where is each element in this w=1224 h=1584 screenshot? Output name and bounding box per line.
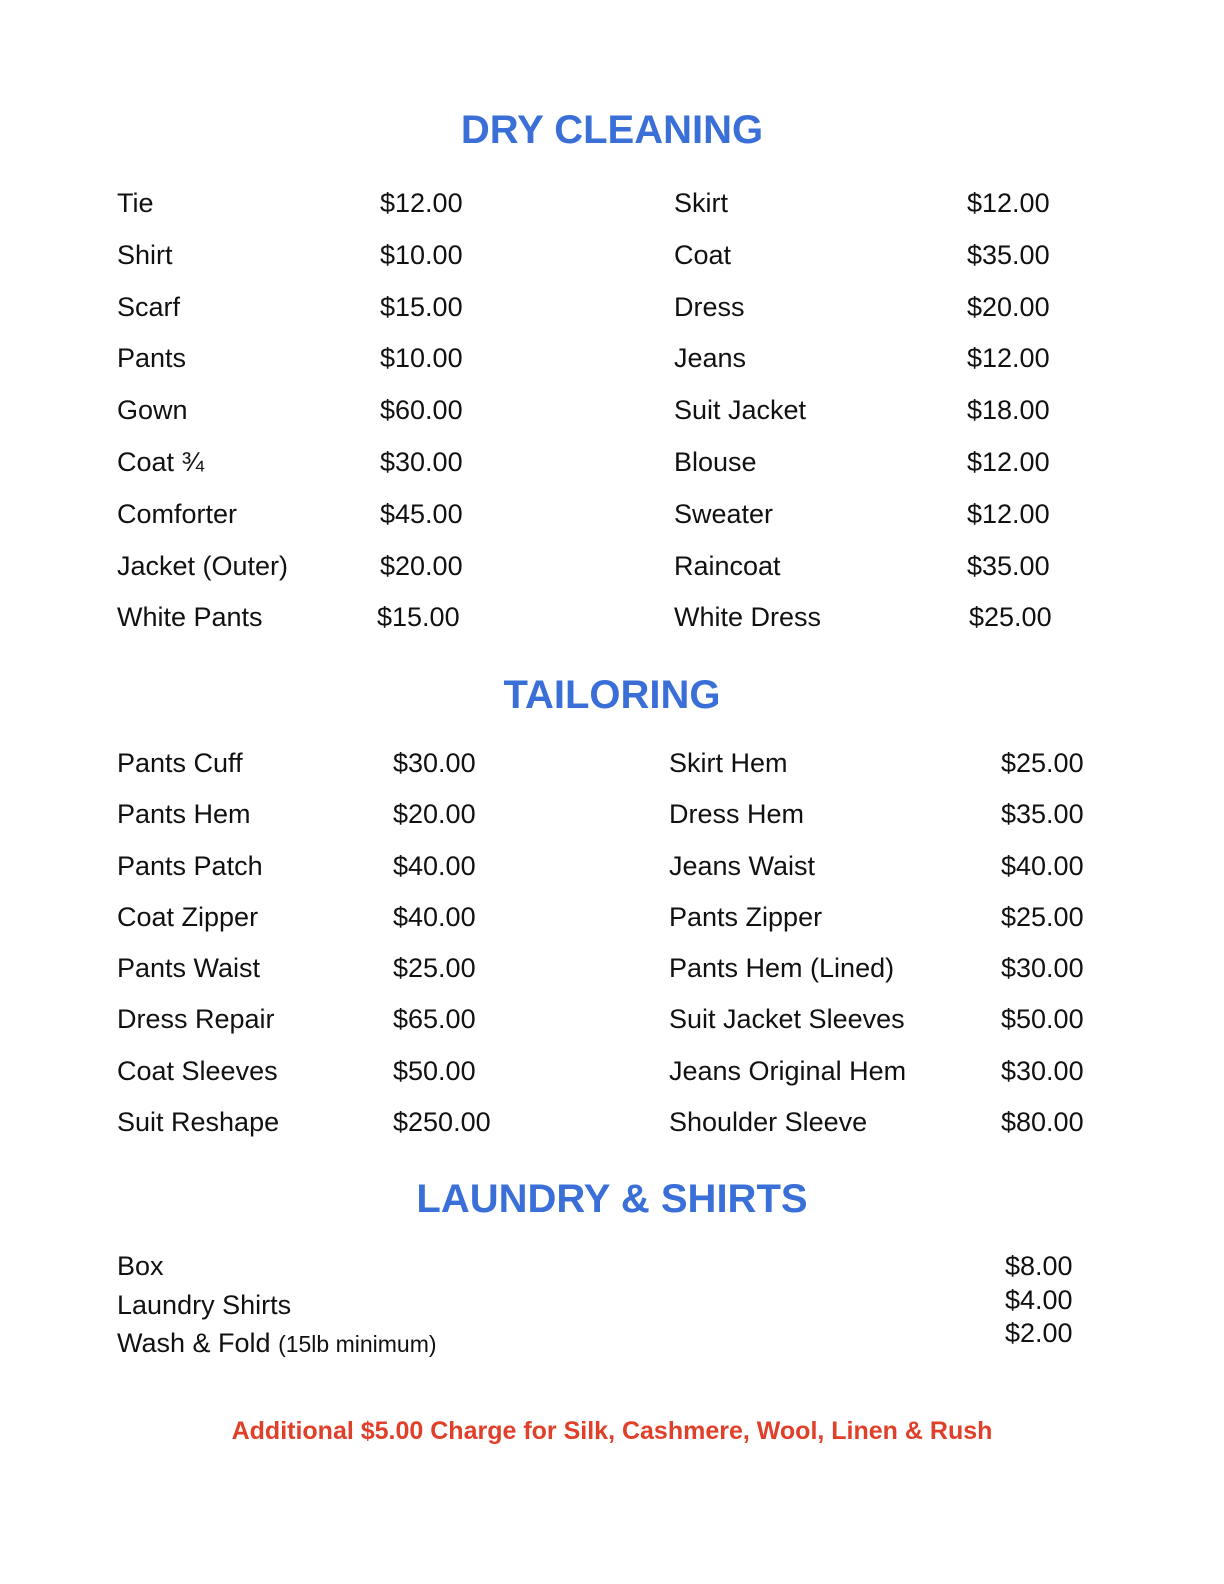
item-price: $30.00 xyxy=(1001,953,1084,984)
item-price: $12.00 xyxy=(380,188,463,218)
item-name: Shoulder Sleeve xyxy=(669,1107,868,1138)
item-name: Jacket (Outer) xyxy=(117,550,289,581)
item-price: $25.00 xyxy=(1001,748,1084,778)
item-price: $25.00 xyxy=(1001,901,1084,932)
item-name: Gown xyxy=(117,395,188,426)
item-name: Dress xyxy=(674,291,745,322)
item-name: Wash & Fold xyxy=(117,1328,279,1358)
item-price: $60.00 xyxy=(380,395,463,426)
item-price: $10.00 xyxy=(380,343,463,374)
item-name: Jeans Waist xyxy=(669,850,816,881)
item-price: $35.00 xyxy=(1001,799,1084,830)
item-price: $12.00 xyxy=(967,498,1050,529)
item-price: $80.00 xyxy=(1001,1107,1084,1138)
item-name: Coat Sleeves xyxy=(117,1055,278,1086)
item-name: Pants Patch xyxy=(117,850,263,881)
dry-cleaning-heading: DRY CLEANING xyxy=(460,108,764,152)
laundry-item-prices xyxy=(1005,1251,1073,1352)
item-price: $25.00 xyxy=(969,602,1052,633)
item-price: $2.00 xyxy=(1005,1318,1073,1348)
item-name: Pants xyxy=(117,343,187,374)
item-price: $45.00 xyxy=(380,498,463,529)
laundry-heading: LAUNDRY & SHIRTS xyxy=(416,1177,808,1221)
item-price: $30.00 xyxy=(393,748,476,778)
item-price: $35.00 xyxy=(967,239,1050,270)
item-price: $25.00 xyxy=(393,953,476,984)
item-price: $20.00 xyxy=(380,550,463,581)
item-price: $50.00 xyxy=(393,1055,476,1086)
item-price: $65.00 xyxy=(393,1004,476,1035)
item-price: $4.00 xyxy=(1005,1284,1073,1315)
item-price: $15.00 xyxy=(377,602,460,633)
laundry-item xyxy=(117,1251,437,1290)
surcharge-note: Additional $5.00 Charge for Silk, Cashmere, Wool, Linen & Rush xyxy=(231,1417,993,1445)
item-name: Jeans Original Hem xyxy=(669,1055,907,1086)
laundry-item-names xyxy=(117,1251,437,1367)
item-price: $40.00 xyxy=(1001,850,1084,881)
item-name: Comforter xyxy=(117,498,238,529)
item-name: Suit Jacket Sleeves xyxy=(669,1004,905,1035)
tailoring-heading: TAILORING xyxy=(503,673,721,717)
item-price: $12.00 xyxy=(967,446,1050,477)
item-name: Pants Cuff xyxy=(117,748,243,778)
item-name: Suit Reshape xyxy=(117,1107,280,1138)
item-name: Jeans xyxy=(674,343,747,374)
item-name: Blouse xyxy=(674,446,757,477)
item-price: $15.00 xyxy=(380,291,463,322)
item-name: Box xyxy=(117,1251,164,1281)
laundry-item xyxy=(117,1290,437,1329)
item-price: $35.00 xyxy=(967,550,1050,581)
item-name: Tie xyxy=(117,188,154,218)
item-price: $50.00 xyxy=(1001,1004,1084,1035)
item-price: $12.00 xyxy=(967,188,1050,218)
item-price: $20.00 xyxy=(393,799,476,830)
item-price: $250.00 xyxy=(393,1107,491,1138)
item-name: Skirt xyxy=(674,188,728,218)
item-price: $10.00 xyxy=(380,239,463,270)
item-name: Sweater xyxy=(674,498,774,529)
item-name: White Dress xyxy=(674,602,822,633)
item-name: Pants Hem xyxy=(117,799,251,830)
item-price: $12.00 xyxy=(967,343,1050,374)
item-name: Raincoat xyxy=(674,550,781,581)
item-name: Skirt Hem xyxy=(669,748,788,778)
item-price: $30.00 xyxy=(1001,1055,1084,1086)
item-price: $30.00 xyxy=(380,446,463,477)
item-note: (15lb minimum) xyxy=(278,1331,437,1357)
item-name: Coat Zipper xyxy=(117,901,259,932)
item-price: $20.00 xyxy=(967,291,1050,322)
item-name: Coat ¾ xyxy=(117,446,205,477)
item-name: Dress Repair xyxy=(117,1004,275,1035)
item-name: Scarf xyxy=(117,291,181,322)
item-name: Pants Hem (Lined) xyxy=(669,953,895,984)
item-price: $40.00 xyxy=(393,850,476,881)
item-name: White Pants xyxy=(117,602,263,633)
item-price: $8.00 xyxy=(1005,1251,1073,1281)
item-price: $40.00 xyxy=(393,901,476,932)
item-name: Pants Zipper xyxy=(669,901,823,932)
item-name: Pants Waist xyxy=(117,953,261,984)
item-name: Suit Jacket xyxy=(674,395,807,426)
item-name: Shirt xyxy=(117,239,173,270)
item-name: Dress Hem xyxy=(669,799,805,830)
item-name: Coat xyxy=(674,239,732,270)
item-name: Laundry Shirts xyxy=(117,1289,292,1320)
laundry-item xyxy=(117,1328,437,1367)
item-price: $18.00 xyxy=(967,395,1050,426)
